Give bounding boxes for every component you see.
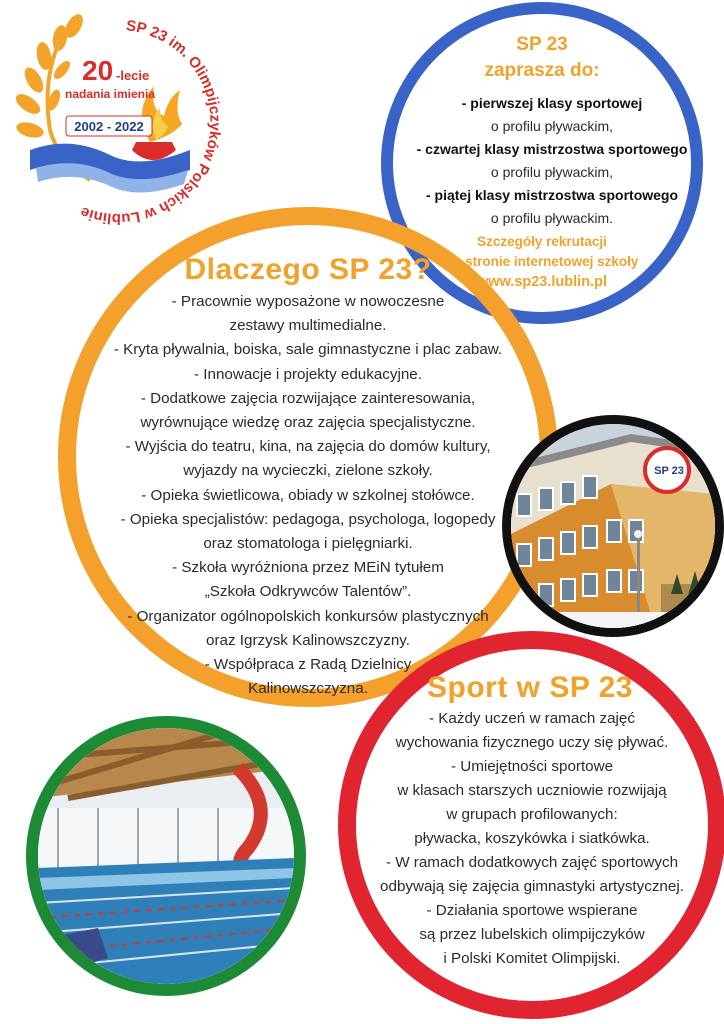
list-item: wyjazdy na wycieczki, zielone szkoły. xyxy=(183,462,433,480)
list-item: - Innowacje i projekty edukacyjne. xyxy=(194,365,422,383)
list-item: - piątej klasy mistrzostwa sportowego xyxy=(425,187,679,203)
list-item: - Opieka specjalistów: pedagoga, psychologa, logopedy xyxy=(120,510,496,528)
details-line: Szczegóły rekrutacji xyxy=(477,234,607,249)
invite-list xyxy=(385,92,719,230)
list-item: o profilu pływackim. xyxy=(490,210,614,226)
sport-list xyxy=(340,707,724,971)
list-item: oraz Igrzysk Kalinowszczyzny. xyxy=(206,631,410,649)
list-item: - Organizator ogólnopolskich konkursów plastycznych xyxy=(127,607,489,625)
list-item: o profilu pływackim, xyxy=(490,118,614,134)
logo-arc-text: SP 23 im. Olimpijczyków Polskich w Lublinie xyxy=(78,17,224,228)
list-item: odbywają się zajęcia gimnastyki artystycznej. xyxy=(380,878,684,895)
sport-title: Sport w SP 23 xyxy=(426,671,633,704)
anniversary-suffix: -lecie xyxy=(116,68,150,83)
building-sign-text: SP 23 xyxy=(654,465,684,477)
list-item: - Kryta pływalnia, boiska, sale gimnastyczne i plac zabaw. xyxy=(113,341,503,359)
list-item: - czwartej klasy mistrzostwa sportowego xyxy=(416,141,688,157)
list-item: „Szkoła Odkrywców Talentów”. xyxy=(204,583,412,601)
invite-title: SP 23 xyxy=(516,34,568,55)
school-url[interactable]: www.sp23.lublin.pl xyxy=(477,274,607,290)
anniversary-years: 2002 - 2022 xyxy=(74,119,144,134)
list-item: zestawy multimedialne. xyxy=(229,317,387,335)
list-item: - Opieka świetlicowa, obiady w szkolnej stołówce. xyxy=(141,486,475,504)
why-title: Dlaczego SP 23? xyxy=(184,253,432,286)
list-item: - Pracownie wyposażone w nowoczesne xyxy=(171,293,445,310)
list-item: - W ramach dodatkowych zajęć sportowych xyxy=(385,854,679,871)
building-photo xyxy=(502,415,724,637)
anniversary-number: 20 xyxy=(82,55,114,86)
school-logo xyxy=(0,0,236,236)
details-line: na stronie internetowej szkoły xyxy=(445,254,639,269)
invite-heading xyxy=(381,32,703,84)
list-item: w grupach profilowanych: xyxy=(446,806,618,823)
list-item: Kalinowszczyzna. xyxy=(248,680,368,698)
list-item: - Działania sportowe wspierane xyxy=(426,902,638,919)
list-item: - pierwszej klasy sportowej xyxy=(461,95,643,111)
pool-photo xyxy=(26,716,306,996)
list-item: o profilu pływackim, xyxy=(490,164,614,180)
invite-subtitle: zaprasza do: xyxy=(484,60,600,81)
list-item: wychowania fizycznego uczy się pływać. xyxy=(395,734,669,751)
list-item: oraz stomatologa i pielęgniarki. xyxy=(203,535,413,553)
list-item: - Umiejętności sportowe xyxy=(450,758,614,775)
list-item: w klasach starszych uczniowie rozwijają xyxy=(397,782,667,799)
list-item: są przez lubelskich olimpijczyków xyxy=(419,926,645,943)
anniversary-line2: nadania imienia xyxy=(64,87,156,101)
list-item: wyrównujące wiedzę oraz zajęcia specjalistyczne. xyxy=(140,414,476,432)
list-item: i Polski Komitet Olimpijski. xyxy=(443,950,621,967)
list-item: - Każdy uczeń w ramach zajęć xyxy=(429,710,635,727)
list-item: - Dodatkowe zajęcia rozwijające zainteresowania, xyxy=(140,389,476,407)
list-item: - Szkoła wyróżniona przez MEiN tytułem xyxy=(172,559,444,577)
list-item: - Współpraca z Radą Dzielnicy xyxy=(204,656,412,674)
list-item: pływacka, koszykówka i siatkówka. xyxy=(414,830,650,847)
list-item: - Wyjścia do teatru, kina, na zajęcia do domów kultury, xyxy=(125,438,491,456)
